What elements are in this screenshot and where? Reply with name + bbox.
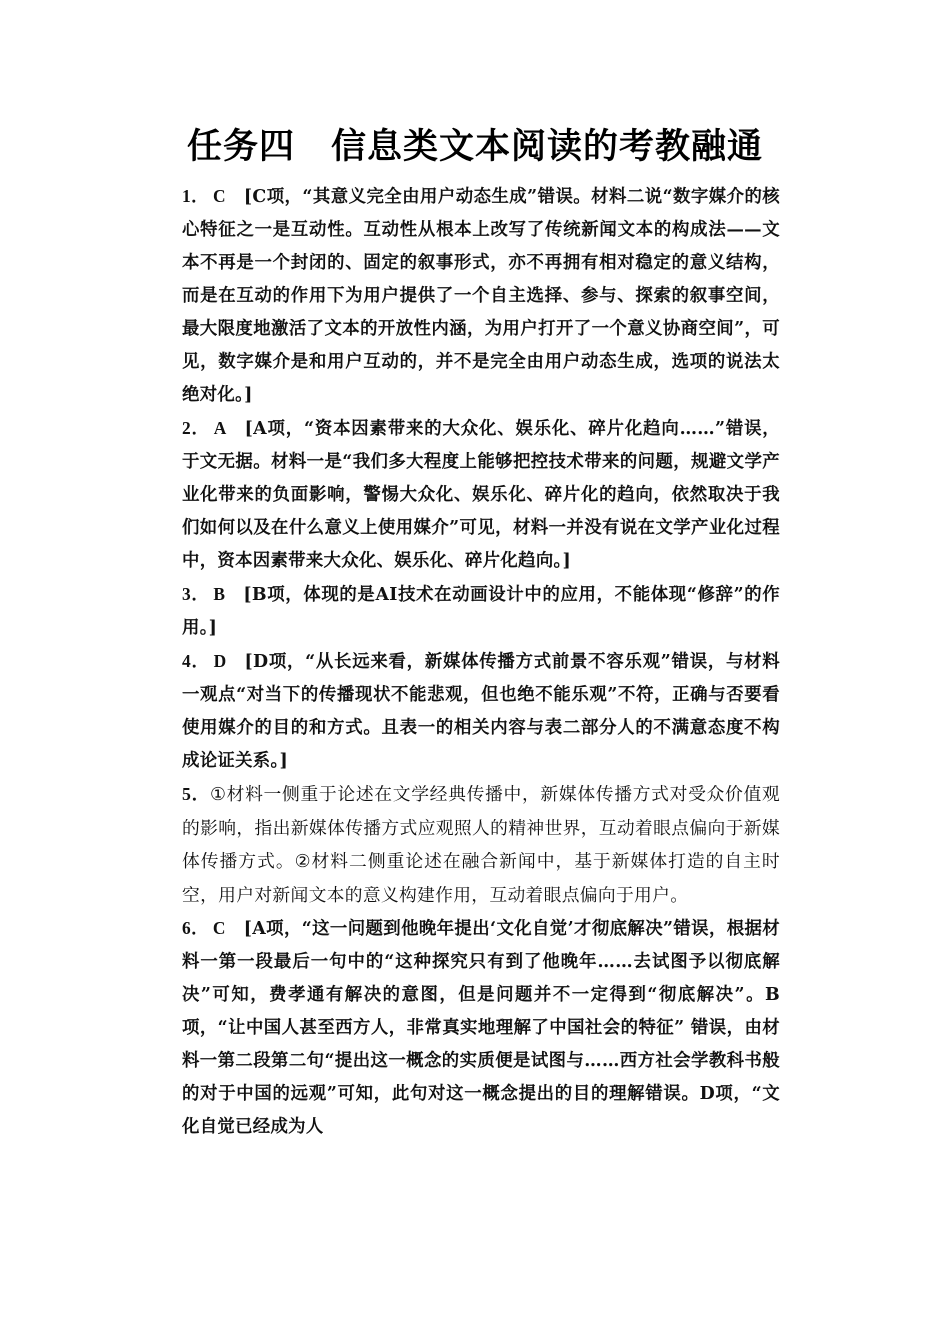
item-explanation: [D项，“从长远来看，新媒体传播方式前景不容乐观”错误，与材料一观点“对当下的传播现状不能悲观，但也绝不能乐观”不符，正确与否要看使用媒介的目的和方式。且表一的相关内容与表二部分人的不满意态度不构成论证关系。] — [182, 652, 780, 771]
item-answer: B — [213, 584, 226, 604]
item-explanation: ①材料一侧重于论述在文学经典传播中，新媒体传播方式对受众价值观的影响，指出新媒体传播方式应观照人的精神世界，互动着眼点偏向于新媒体传播方式。②材料二侧重论述在融合新闻中，基于新媒体打造的自主时空，用户对新闻文本的意义构建作用，互动着眼点偏向于用户。 — [182, 784, 780, 906]
item-explanation: [A项，“资本因素带来的大众化、娱乐化、碎片化趋向……”错误，于文无据。材料一是“我们多大程度上能够把控技术带来的问题，规避文学产业化带来的负面影响，警惕大众化、娱乐化、碎片化的趋向，依然取决于我们如何以及在什么意义上使用媒介”可见，材料一并没有说在文学产业化过程中，资本因素带来大众化、娱乐化、碎片化趋向。] — [182, 419, 780, 571]
answer-item-3 — [182, 578, 780, 645]
item-number: 2． — [182, 418, 210, 438]
answer-item-1 — [182, 180, 780, 412]
page-title: 任务四 信息类文本阅读的考教融通 — [186, 127, 763, 167]
item-number: 5． — [182, 784, 211, 804]
answer-item-5 — [182, 778, 780, 912]
item-answer: A — [213, 418, 227, 438]
item-answer: D — [213, 651, 227, 671]
item-answer: C — [212, 918, 226, 939]
item-answer: C — [213, 186, 226, 206]
item-explanation: [B项，体现的是AI技术在动画设计中的应用，不能体现“修辞”的作用。] — [182, 585, 780, 638]
item-explanation: [A项，“这一问题到他晚年提出‘文化自觉’才彻底解决”错误，根据材料一第一段最后一句中的“这种探究只有到了他晚年……去试图予以彻底解决”可知，费孝通有解决的意图，但是问题并不一定得到“彻底解决”。B项，“让中国人甚至西方人，非常真实地理解了中国社会的特征” 错误，由材料一第二段第二句“提出这一概念的实质便是试图与……西方社会学教科书般的对于中国的远观”可知，此句对这一概念提出的目的理解错误。D项，“文化自觉已经成为人 — [182, 919, 781, 1138]
answer-list — [182, 180, 780, 1144]
item-number: 6． — [182, 918, 209, 939]
item-number: 4． — [182, 651, 210, 671]
item-number: 1． — [182, 186, 210, 206]
answer-item-4 — [182, 645, 780, 778]
item-number: 3． — [182, 584, 210, 604]
item-explanation: [C项，“其意义完全由用户动态生成”错误。材料二说“数字媒介的核心特征之一是互动性。互动性从根本上改写了传统新闻文本的构成法——文本不再是一个封闭的、固定的叙事形式，亦不再拥有相对稳定的意义结构，而是在互动的作用下为用户提供了一个自主选择、参与、探索的叙事空间，最大限度地激活了文本的开放性内涵，为用户打开了一个意义协商空间”，可见，数字媒介是和用户互动的，并不是完全由用户动态生成，选项的说法太绝对化。] — [182, 187, 780, 405]
answer-item-6 — [182, 912, 780, 1144]
answer-item-2 — [182, 412, 780, 578]
